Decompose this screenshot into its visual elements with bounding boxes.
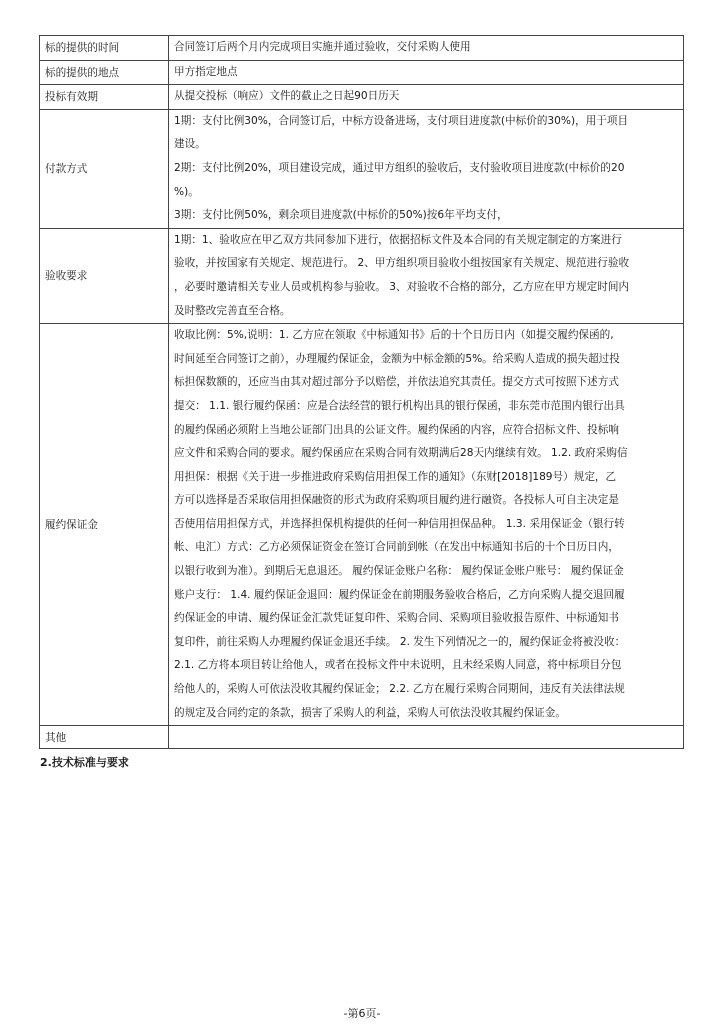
text-line: 2.1. 乙方将本项目转让给他人，或者在投标文件中未说明，且未经采购人同意，将中标项目分包 — [174, 659, 622, 672]
row-label: 验收要求 — [40, 228, 169, 323]
text-line: 合同签订后两个月内完成项目实施并通过验收，交付采购人使用 — [174, 41, 471, 53]
text-line: 甲方指定地点 — [174, 65, 238, 78]
row-label: 投标有效期 — [40, 85, 169, 110]
text-line: 3期：支付比例50%，剩余项目进度款(中标价的50%)按6年平均支付， — [174, 209, 508, 222]
text-line: 从提交投标（响应）文件的截止之日起90日历天 — [174, 90, 400, 103]
text-line: 建设。 — [174, 138, 206, 151]
row-value — [169, 228, 684, 323]
page-number: -第6页- — [343, 1007, 381, 1020]
text-line: 验收，并按国家有关规定、规范进行。 2、甲方组织项目验收小组按国家有关规定、规范进行验收 — [174, 257, 630, 270]
text-line: 方可以选择是否采取信用担保融资的形式为政府采购项目履约进行融资。各投标人可自主决定是 — [174, 494, 619, 507]
text-line: 及时整改完善直至合格。 — [174, 304, 291, 317]
row-value — [169, 726, 684, 749]
text-line: 收取比例：5%,说明：1. 乙方应在领取《中标通知书》后的十个日历日内（如提交履约保函的, — [174, 329, 614, 342]
section-heading: 2.技术标准与要求 — [40, 756, 129, 769]
text-line: 的规定及合同约定的条款，损害了采购人的利益，采购人可依法没收其履约保证金。 — [174, 706, 566, 719]
row-value — [169, 36, 684, 61]
text-line: 2期：支付比例20%，项目建设完成，通过甲方组织的验收后，支付验收项目进度款(中标价的20 — [174, 161, 625, 174]
text-line: 账户支行： 1.4. 履约保证金退回：履约保证金在前期服务验收合格后，乙方向采购人提交退回履 — [174, 588, 625, 601]
row-value — [169, 85, 684, 110]
table-row — [40, 109, 684, 228]
table-row — [40, 36, 684, 61]
text-line: 的履约保函必须附上当地公证部门出具的公证文件。履约保函的内容，应符合招标文件、投标响 — [174, 423, 619, 436]
row-label: 付款方式 — [40, 109, 169, 228]
text-line: 以银行收到为准）。到期后无息退还。 履约保证金账户名称： 履约保证金账户账号： 履约保证金 — [174, 565, 624, 578]
text-line: 提交： 1.1. 银行履约保函：应是合法经营的银行机构出具的银行保函，非东莞市范围内银行出具 — [174, 399, 625, 412]
text-line: 1期：1、验收应在甲乙双方共同参加下进行，依据招标文件及本合同的有关规定制定的方案进行 — [174, 233, 622, 246]
text-line: 复印件，前往采购人办理履约保证金退还手续。 2. 发生下列情况之一的，履约保证金将被没收： — [174, 635, 626, 648]
row-value — [169, 60, 684, 85]
text-line: 帐、电汇）方式：乙方必须保证资金在签订合同前到帐（在发出中标通知书后的十个日历日内， — [174, 541, 619, 554]
table-row — [40, 228, 684, 323]
text-line: 应文件和采购合同的要求。履约保函应在采购合同有效期满后28天内继续有效。 1.2. 政府采购信 — [174, 447, 628, 460]
row-label: 标的提供的地点 — [40, 60, 169, 85]
text-line: ，必要时邀请相关专业人员或机构参与验收。 3、对验收不合格的部分，乙方应在甲方规定时间内 — [174, 280, 630, 293]
text-line: 约保证金的申请、履约保证金汇款凭证复印件、采购合同、采购项目验收报告原件、中标通知书 — [174, 612, 619, 625]
row-value — [169, 109, 684, 228]
table-row — [40, 324, 684, 726]
text-line: 标担保数额的，还应当由其对超过部分予以赔偿，并依法追究其责任。提交方式可按照下述方式 — [174, 376, 619, 389]
text-line: 用担保：根据《关于进一步推进政府采购信用担保工作的通知》（东财[2018]189号）规定，乙 — [174, 470, 617, 483]
row-label: 其他 — [40, 726, 169, 749]
row-value — [169, 324, 684, 726]
text-line: 时间延至合同签订之前），办理履约保证金，金额为中标金额的5%。给采购人造成的损失超过投 — [174, 352, 620, 365]
table-row — [40, 85, 684, 110]
text-line: 给他人的，采购人可依法没收其履约保证金； 2.2. 乙方在履行采购合同期间，违反有关法律法规 — [174, 683, 625, 696]
text-line: 1期：支付比例30%，合同签订后，中标方设备进场，支付项目进度款(中标价的30%)，用于项目 — [174, 114, 629, 127]
table-row — [40, 726, 684, 749]
row-label: 标的提供的时间 — [40, 36, 169, 61]
contract-terms-table — [39, 35, 684, 749]
text-line: 否使用信用担保方式，并选择担保机构提供的任何一种信用担保品种。 1.3. 采用保证金（银行转 — [174, 517, 625, 530]
row-label: 履约保证金 — [40, 324, 169, 726]
text-line: %)。 — [174, 185, 199, 198]
table-row — [40, 60, 684, 85]
